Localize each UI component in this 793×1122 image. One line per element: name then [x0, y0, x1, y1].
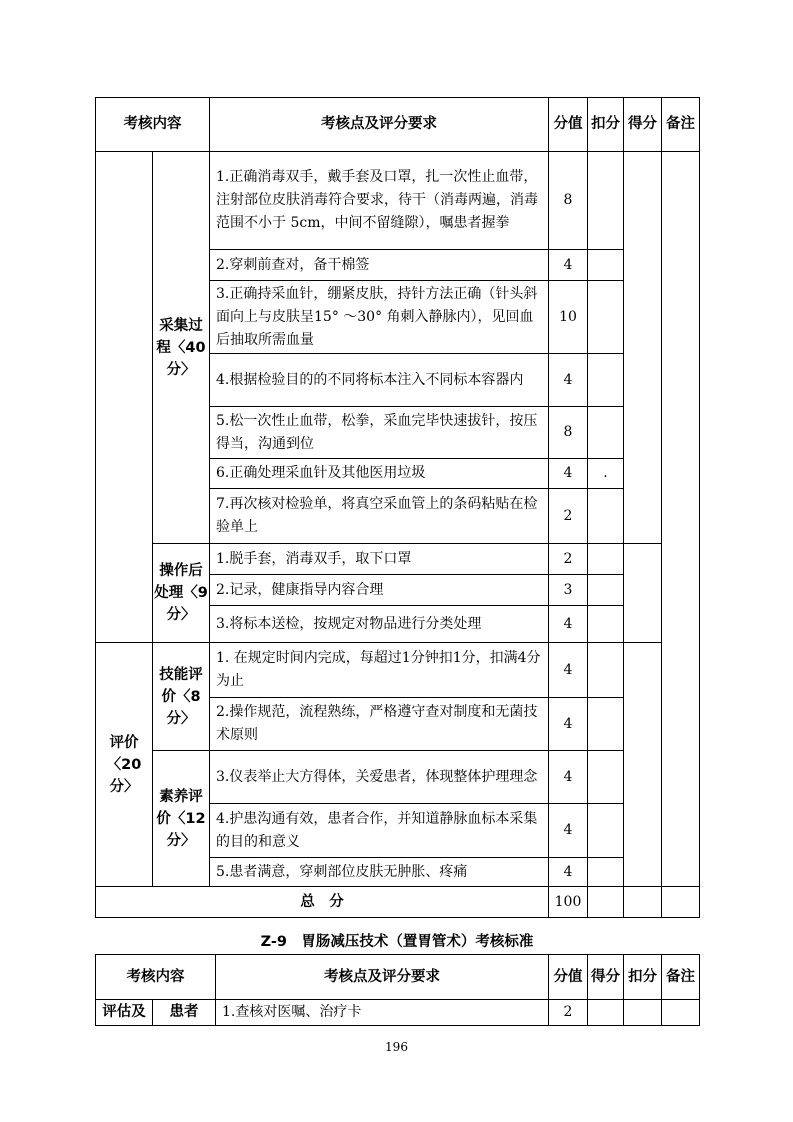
got-cell [624, 544, 662, 643]
score-value: 4 [549, 643, 588, 698]
deduct-cell [588, 751, 624, 804]
table2-header-score: 分值 [549, 955, 588, 1000]
requirement-text: 1.正确消毒双手，戴手套及口罩，扎一次性止血带，注射部位皮肤消毒符合要求，待干（消毒两遍，消毒范围不小于 5cm，中间不留缝隙），嘱患者握拳 [210, 152, 549, 250]
table2-subcategory: 患者 [153, 1000, 216, 1026]
total-row [96, 887, 700, 918]
requirement-text: 2.穿刺前查对，备干棉签 [210, 250, 549, 281]
table-row [96, 152, 700, 250]
table-row [96, 751, 700, 804]
deduct-cell [588, 152, 624, 250]
note-cell [662, 1000, 700, 1026]
score-value: 4 [549, 606, 588, 643]
score-value: 8 [549, 407, 588, 459]
note-cell [662, 152, 700, 887]
deduct-cell: . [588, 459, 624, 489]
total-score: 100 [549, 887, 588, 918]
score-value: 2 [549, 1000, 588, 1026]
deduct-cell [588, 858, 624, 887]
assessment-table-2 [95, 954, 700, 1026]
section-skill: 技能评价〈8 分〉 [153, 643, 210, 751]
section-eval: 评价〈20分〉 [96, 643, 153, 887]
requirement-text: 3.仪表举止大方得体，关爱患者，体现整体护理理念 [210, 751, 549, 804]
total-deduct [588, 887, 624, 918]
requirement-text: 1. 在规定时间内完成，每超过1分钟扣1分，扣满4分为止 [210, 643, 549, 698]
requirement-text: 3.正确持采血针，绷紧皮肤，持针方法正确（针头斜面向上与皮肤呈15° ～30° 角刺入静脉内），见回血后抽取所需血量 [210, 281, 549, 354]
deduct-cell [588, 250, 624, 281]
requirement-text: 3.将标本送检，按规定对物品进行分类处理 [210, 606, 549, 643]
page-number: 196 [385, 1040, 408, 1054]
score-value: 4 [549, 804, 588, 858]
requirement-text: 4.护患沟通有效，患者合作，并知道静脉血标本采集的目的和意义 [210, 804, 549, 858]
requirement-text: 1.脱手套，消毒双手，取下口罩 [210, 544, 549, 575]
header-requirements: 考核点及评分要求 [210, 98, 549, 152]
requirement-text: 5.松一次性止血带，松拳，采血完毕快速拔针，按压得当，沟通到位 [210, 407, 549, 459]
requirement-text: 2.操作规范，流程熟练，严格遵守查对制度和无菌技术原则 [210, 698, 549, 751]
table2-header-content: 考核内容 [96, 955, 216, 1000]
got-cell [624, 152, 662, 544]
deduct-cell [588, 544, 624, 575]
got-cell [624, 643, 662, 887]
table2-header-requirements: 考核点及评分要求 [216, 955, 549, 1000]
total-got [624, 887, 662, 918]
deduct-cell [588, 698, 624, 751]
score-value: 4 [549, 354, 588, 407]
section-post: 操作后处理〈9 分〉 [153, 544, 210, 643]
deduct-cell [588, 804, 624, 858]
header-deduct: 扣分 [588, 98, 624, 152]
table2-title: Z-9 胃肠减压技术（置胃管术）考核标准 [260, 934, 534, 950]
deduct-cell [588, 281, 624, 354]
table2-header-row [96, 955, 700, 1000]
table2-header-note: 备注 [662, 955, 700, 1000]
requirement-text: 1.查核对医嘱、治疗卡 [216, 1000, 549, 1026]
blank-category-cell [96, 152, 153, 643]
table2-category: 评估及 [96, 1000, 153, 1026]
deduct-cell [588, 643, 624, 698]
score-value: 3 [549, 575, 588, 606]
score-value: 4 [549, 751, 588, 804]
header-score: 分值 [549, 98, 588, 152]
table2-header-deduct: 扣分 [624, 955, 662, 1000]
header-note: 备注 [662, 98, 700, 152]
requirement-text: 7.再次核对检验单，将真空采血管上的条码粘贴在检验单上 [210, 489, 549, 544]
score-value: 2 [549, 544, 588, 575]
header-got: 得分 [624, 98, 662, 152]
deduct-cell [588, 575, 624, 606]
assessment-table [95, 97, 700, 918]
got-cell [588, 1000, 624, 1026]
deduct-cell [624, 1000, 662, 1026]
deduct-cell [588, 489, 624, 544]
requirement-text: 6.正确处理采血针及其他医用垃圾 [210, 459, 549, 489]
score-value: 4 [549, 858, 588, 887]
table2-header-got: 得分 [588, 955, 624, 1000]
requirement-text: 2.记录，健康指导内容合理 [210, 575, 549, 606]
section-quality: 素养评价〈12 分〉 [153, 751, 210, 887]
score-value: 8 [549, 152, 588, 250]
deduct-cell [588, 407, 624, 459]
section-collect: 采集过程〈40分〉 [153, 152, 210, 544]
header-content: 考核内容 [96, 98, 210, 152]
score-value: 4 [549, 250, 588, 281]
requirement-text: 4.根据检验目的的不同将标本注入不同标本容器内 [210, 354, 549, 407]
table-row [96, 643, 700, 698]
deduct-cell [588, 354, 624, 407]
score-value: 10 [549, 281, 588, 354]
deduct-cell [588, 606, 624, 643]
table-row [96, 1000, 700, 1026]
total-note [662, 887, 700, 918]
table-header-row [96, 98, 700, 152]
score-value: 4 [549, 698, 588, 751]
score-value: 2 [549, 489, 588, 544]
total-label: 总 分 [96, 887, 549, 918]
table-row [96, 544, 700, 575]
score-value: 4 [549, 459, 588, 489]
requirement-text: 5.患者满意，穿刺部位皮肤无肿胀、疼痛 [210, 858, 549, 887]
